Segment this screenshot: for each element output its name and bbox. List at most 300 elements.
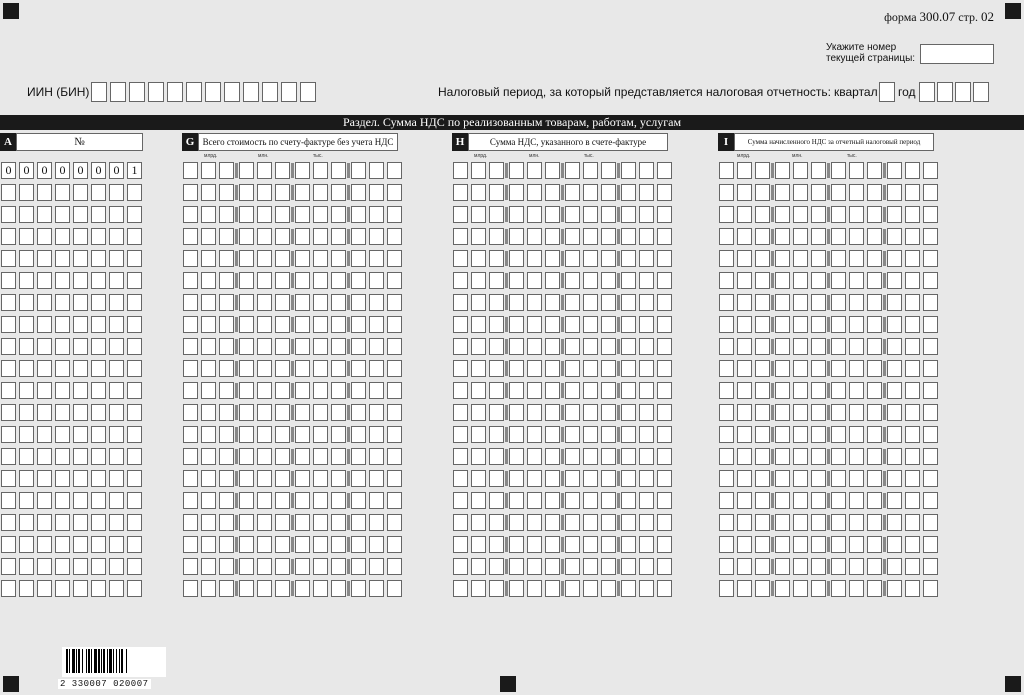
amount-digit-cell[interactable] <box>201 162 216 179</box>
row-number-cell[interactable] <box>1 514 16 531</box>
row-number-cell[interactable] <box>127 470 142 487</box>
amount-digit-cell[interactable] <box>719 272 734 289</box>
amount-digit-cell[interactable] <box>351 536 366 553</box>
amount-digit-cell[interactable] <box>527 536 542 553</box>
amount-digit-cell[interactable] <box>737 294 752 311</box>
amount-digit-cell[interactable] <box>793 162 808 179</box>
amount-digit-cell[interactable] <box>313 162 328 179</box>
amount-digit-cell[interactable] <box>811 184 826 201</box>
amount-digit-cell[interactable] <box>639 404 654 421</box>
row-number-cell[interactable] <box>37 514 52 531</box>
amount-digit-cell[interactable] <box>239 558 254 575</box>
amount-digit-cell[interactable] <box>239 294 254 311</box>
amount-digit-cell[interactable] <box>565 294 580 311</box>
amount-digit-cell[interactable] <box>313 316 328 333</box>
amount-digit-cell[interactable] <box>453 338 468 355</box>
amount-digit-cell[interactable] <box>887 382 902 399</box>
amount-digit-cell[interactable] <box>923 272 938 289</box>
row-number-cell[interactable] <box>1 448 16 465</box>
amount-digit-cell[interactable] <box>793 272 808 289</box>
amount-digit-cell[interactable] <box>489 228 504 245</box>
row-number-cell[interactable] <box>91 558 106 575</box>
amount-digit-cell[interactable] <box>527 492 542 509</box>
amount-digit-cell[interactable] <box>923 558 938 575</box>
amount-digit-cell[interactable] <box>639 382 654 399</box>
amount-digit-cell[interactable] <box>351 316 366 333</box>
amount-digit-cell[interactable] <box>811 426 826 443</box>
row-number-cell[interactable] <box>109 338 124 355</box>
amount-digit-cell[interactable] <box>201 206 216 223</box>
amount-digit-cell[interactable] <box>737 184 752 201</box>
row-number-cell[interactable] <box>109 426 124 443</box>
amount-digit-cell[interactable] <box>621 228 636 245</box>
row-number-cell[interactable] <box>1 228 16 245</box>
amount-digit-cell[interactable] <box>331 536 346 553</box>
amount-digit-cell[interactable] <box>239 448 254 465</box>
amount-digit-cell[interactable] <box>775 250 790 267</box>
amount-digit-cell[interactable] <box>831 470 846 487</box>
amount-digit-cell[interactable] <box>219 514 234 531</box>
amount-digit-cell[interactable] <box>737 492 752 509</box>
amount-digit-cell[interactable] <box>737 470 752 487</box>
amount-digit-cell[interactable] <box>621 580 636 597</box>
row-number-cell[interactable] <box>19 536 34 553</box>
amount-digit-cell[interactable] <box>331 470 346 487</box>
amount-digit-cell[interactable] <box>755 514 770 531</box>
amount-digit-cell[interactable] <box>201 228 216 245</box>
amount-digit-cell[interactable] <box>621 360 636 377</box>
row-number-cell[interactable] <box>91 316 106 333</box>
amount-digit-cell[interactable] <box>489 404 504 421</box>
row-number-cell[interactable]: 0 <box>37 162 52 179</box>
row-number-cell[interactable] <box>19 316 34 333</box>
amount-digit-cell[interactable] <box>849 492 864 509</box>
amount-digit-cell[interactable] <box>719 404 734 421</box>
row-number-cell[interactable] <box>91 184 106 201</box>
amount-digit-cell[interactable] <box>275 470 290 487</box>
amount-digit-cell[interactable] <box>737 448 752 465</box>
row-number-cell[interactable] <box>73 272 88 289</box>
amount-digit-cell[interactable] <box>905 250 920 267</box>
amount-digit-cell[interactable] <box>489 250 504 267</box>
amount-digit-cell[interactable] <box>719 470 734 487</box>
row-number-cell[interactable] <box>91 206 106 223</box>
amount-digit-cell[interactable] <box>545 360 560 377</box>
amount-digit-cell[interactable] <box>183 272 198 289</box>
amount-digit-cell[interactable] <box>755 580 770 597</box>
row-number-cell[interactable] <box>91 536 106 553</box>
amount-digit-cell[interactable] <box>239 382 254 399</box>
row-number-cell[interactable] <box>19 426 34 443</box>
amount-digit-cell[interactable] <box>509 536 524 553</box>
amount-digit-cell[interactable] <box>719 316 734 333</box>
amount-digit-cell[interactable] <box>811 382 826 399</box>
amount-digit-cell[interactable] <box>183 162 198 179</box>
amount-digit-cell[interactable] <box>257 492 272 509</box>
amount-digit-cell[interactable] <box>621 338 636 355</box>
amount-digit-cell[interactable] <box>887 580 902 597</box>
amount-digit-cell[interactable] <box>601 404 616 421</box>
amount-digit-cell[interactable] <box>565 470 580 487</box>
amount-digit-cell[interactable] <box>887 294 902 311</box>
amount-digit-cell[interactable] <box>583 514 598 531</box>
amount-digit-cell[interactable] <box>369 360 384 377</box>
amount-digit-cell[interactable] <box>639 536 654 553</box>
row-number-cell[interactable] <box>91 228 106 245</box>
amount-digit-cell[interactable] <box>849 360 864 377</box>
amount-digit-cell[interactable] <box>275 316 290 333</box>
amount-digit-cell[interactable] <box>527 558 542 575</box>
amount-digit-cell[interactable] <box>183 338 198 355</box>
amount-digit-cell[interactable] <box>509 470 524 487</box>
row-number-cell[interactable] <box>37 272 52 289</box>
amount-digit-cell[interactable] <box>565 558 580 575</box>
amount-digit-cell[interactable] <box>737 228 752 245</box>
amount-digit-cell[interactable] <box>849 338 864 355</box>
amount-digit-cell[interactable] <box>257 536 272 553</box>
amount-digit-cell[interactable] <box>905 492 920 509</box>
amount-digit-cell[interactable] <box>601 382 616 399</box>
amount-digit-cell[interactable] <box>257 558 272 575</box>
amount-digit-cell[interactable] <box>489 184 504 201</box>
amount-digit-cell[interactable] <box>719 206 734 223</box>
amount-digit-cell[interactable] <box>775 536 790 553</box>
amount-digit-cell[interactable] <box>351 492 366 509</box>
amount-digit-cell[interactable] <box>453 228 468 245</box>
amount-digit-cell[interactable] <box>527 580 542 597</box>
amount-digit-cell[interactable] <box>527 294 542 311</box>
row-number-cell[interactable] <box>55 426 70 443</box>
amount-digit-cell[interactable] <box>453 316 468 333</box>
amount-digit-cell[interactable] <box>331 360 346 377</box>
amount-digit-cell[interactable] <box>565 228 580 245</box>
amount-digit-cell[interactable] <box>387 338 402 355</box>
amount-digit-cell[interactable] <box>737 382 752 399</box>
amount-digit-cell[interactable] <box>509 316 524 333</box>
amount-digit-cell[interactable] <box>239 316 254 333</box>
amount-digit-cell[interactable] <box>331 250 346 267</box>
amount-digit-cell[interactable] <box>923 250 938 267</box>
row-number-cell[interactable] <box>1 184 16 201</box>
amount-digit-cell[interactable] <box>811 558 826 575</box>
amount-digit-cell[interactable] <box>239 250 254 267</box>
amount-digit-cell[interactable] <box>755 426 770 443</box>
amount-digit-cell[interactable] <box>849 294 864 311</box>
amount-digit-cell[interactable] <box>905 470 920 487</box>
amount-digit-cell[interactable] <box>387 294 402 311</box>
amount-digit-cell[interactable] <box>583 558 598 575</box>
amount-digit-cell[interactable] <box>811 250 826 267</box>
amount-digit-cell[interactable] <box>239 426 254 443</box>
amount-digit-cell[interactable] <box>201 492 216 509</box>
amount-digit-cell[interactable] <box>831 448 846 465</box>
amount-digit-cell[interactable] <box>489 382 504 399</box>
amount-digit-cell[interactable] <box>527 316 542 333</box>
amount-digit-cell[interactable] <box>239 184 254 201</box>
row-number-cell[interactable] <box>127 580 142 597</box>
amount-digit-cell[interactable] <box>755 492 770 509</box>
amount-digit-cell[interactable] <box>351 184 366 201</box>
amount-digit-cell[interactable] <box>905 536 920 553</box>
amount-digit-cell[interactable] <box>639 558 654 575</box>
amount-digit-cell[interactable] <box>527 514 542 531</box>
amount-digit-cell[interactable] <box>887 162 902 179</box>
amount-digit-cell[interactable] <box>755 250 770 267</box>
amount-digit-cell[interactable] <box>509 228 524 245</box>
row-number-cell[interactable] <box>55 250 70 267</box>
amount-digit-cell[interactable] <box>583 250 598 267</box>
amount-digit-cell[interactable] <box>509 250 524 267</box>
amount-digit-cell[interactable] <box>793 250 808 267</box>
amount-digit-cell[interactable] <box>601 316 616 333</box>
amount-digit-cell[interactable] <box>331 382 346 399</box>
amount-digit-cell[interactable] <box>639 426 654 443</box>
amount-digit-cell[interactable] <box>775 382 790 399</box>
amount-digit-cell[interactable] <box>201 514 216 531</box>
amount-digit-cell[interactable] <box>453 250 468 267</box>
amount-digit-cell[interactable] <box>509 184 524 201</box>
amount-digit-cell[interactable] <box>811 294 826 311</box>
amount-digit-cell[interactable] <box>565 514 580 531</box>
amount-digit-cell[interactable] <box>583 426 598 443</box>
amount-digit-cell[interactable] <box>657 448 672 465</box>
row-number-cell[interactable] <box>19 580 34 597</box>
row-number-cell[interactable] <box>19 448 34 465</box>
amount-digit-cell[interactable] <box>183 580 198 597</box>
amount-digit-cell[interactable] <box>183 426 198 443</box>
amount-digit-cell[interactable] <box>295 470 310 487</box>
row-number-cell[interactable] <box>91 580 106 597</box>
amount-digit-cell[interactable] <box>183 228 198 245</box>
amount-digit-cell[interactable] <box>923 162 938 179</box>
amount-digit-cell[interactable] <box>793 514 808 531</box>
amount-digit-cell[interactable] <box>565 184 580 201</box>
amount-digit-cell[interactable] <box>183 382 198 399</box>
amount-digit-cell[interactable] <box>719 294 734 311</box>
amount-digit-cell[interactable] <box>471 448 486 465</box>
row-number-cell[interactable] <box>127 206 142 223</box>
amount-digit-cell[interactable] <box>923 228 938 245</box>
row-number-cell[interactable] <box>37 228 52 245</box>
amount-digit-cell[interactable] <box>793 360 808 377</box>
amount-digit-cell[interactable] <box>849 580 864 597</box>
amount-digit-cell[interactable] <box>923 382 938 399</box>
row-number-cell[interactable] <box>1 492 16 509</box>
row-number-cell[interactable] <box>1 426 16 443</box>
amount-digit-cell[interactable] <box>811 272 826 289</box>
row-number-cell[interactable] <box>1 558 16 575</box>
amount-digit-cell[interactable] <box>867 316 882 333</box>
amount-digit-cell[interactable] <box>257 580 272 597</box>
amount-digit-cell[interactable] <box>387 206 402 223</box>
amount-digit-cell[interactable] <box>527 470 542 487</box>
row-number-cell[interactable] <box>19 360 34 377</box>
amount-digit-cell[interactable] <box>737 338 752 355</box>
amount-digit-cell[interactable] <box>583 272 598 289</box>
amount-digit-cell[interactable] <box>905 580 920 597</box>
row-number-cell[interactable] <box>91 360 106 377</box>
year-digit-cell[interactable] <box>919 82 935 102</box>
amount-digit-cell[interactable] <box>239 228 254 245</box>
row-number-cell[interactable] <box>55 338 70 355</box>
amount-digit-cell[interactable] <box>923 206 938 223</box>
amount-digit-cell[interactable] <box>583 338 598 355</box>
amount-digit-cell[interactable] <box>295 514 310 531</box>
amount-digit-cell[interactable] <box>453 162 468 179</box>
amount-digit-cell[interactable] <box>849 316 864 333</box>
row-number-cell[interactable] <box>73 228 88 245</box>
amount-digit-cell[interactable] <box>905 294 920 311</box>
amount-digit-cell[interactable] <box>565 382 580 399</box>
amount-digit-cell[interactable] <box>453 382 468 399</box>
amount-digit-cell[interactable] <box>583 536 598 553</box>
amount-digit-cell[interactable] <box>639 470 654 487</box>
amount-digit-cell[interactable] <box>849 184 864 201</box>
amount-digit-cell[interactable] <box>793 294 808 311</box>
amount-digit-cell[interactable] <box>831 294 846 311</box>
amount-digit-cell[interactable] <box>755 184 770 201</box>
amount-digit-cell[interactable] <box>387 492 402 509</box>
amount-digit-cell[interactable] <box>331 514 346 531</box>
amount-digit-cell[interactable] <box>275 250 290 267</box>
amount-digit-cell[interactable] <box>831 404 846 421</box>
row-number-cell[interactable] <box>37 404 52 421</box>
amount-digit-cell[interactable] <box>351 272 366 289</box>
amount-digit-cell[interactable] <box>257 514 272 531</box>
amount-digit-cell[interactable] <box>601 514 616 531</box>
row-number-cell[interactable] <box>55 294 70 311</box>
amount-digit-cell[interactable] <box>831 514 846 531</box>
amount-digit-cell[interactable] <box>775 294 790 311</box>
amount-digit-cell[interactable] <box>849 404 864 421</box>
row-number-cell[interactable] <box>109 492 124 509</box>
amount-digit-cell[interactable] <box>775 316 790 333</box>
amount-digit-cell[interactable] <box>867 536 882 553</box>
amount-digit-cell[interactable] <box>509 492 524 509</box>
amount-digit-cell[interactable] <box>351 162 366 179</box>
amount-digit-cell[interactable] <box>387 382 402 399</box>
row-number-cell[interactable] <box>55 382 70 399</box>
amount-digit-cell[interactable] <box>387 514 402 531</box>
amount-digit-cell[interactable] <box>793 470 808 487</box>
amount-digit-cell[interactable] <box>775 338 790 355</box>
amount-digit-cell[interactable] <box>811 360 826 377</box>
amount-digit-cell[interactable] <box>737 404 752 421</box>
amount-digit-cell[interactable] <box>719 426 734 443</box>
amount-digit-cell[interactable] <box>257 228 272 245</box>
amount-digit-cell[interactable] <box>313 294 328 311</box>
amount-digit-cell[interactable] <box>489 294 504 311</box>
amount-digit-cell[interactable] <box>755 272 770 289</box>
row-number-cell[interactable] <box>109 272 124 289</box>
amount-digit-cell[interactable] <box>867 272 882 289</box>
amount-digit-cell[interactable] <box>831 338 846 355</box>
amount-digit-cell[interactable] <box>471 580 486 597</box>
amount-digit-cell[interactable] <box>331 162 346 179</box>
amount-digit-cell[interactable] <box>275 558 290 575</box>
amount-digit-cell[interactable] <box>583 580 598 597</box>
amount-digit-cell[interactable] <box>601 338 616 355</box>
amount-digit-cell[interactable] <box>923 470 938 487</box>
amount-digit-cell[interactable] <box>755 316 770 333</box>
amount-digit-cell[interactable] <box>639 448 654 465</box>
amount-digit-cell[interactable] <box>601 272 616 289</box>
row-number-cell[interactable] <box>73 206 88 223</box>
amount-digit-cell[interactable] <box>867 558 882 575</box>
amount-digit-cell[interactable] <box>755 294 770 311</box>
amount-digit-cell[interactable] <box>545 184 560 201</box>
row-number-cell[interactable] <box>91 470 106 487</box>
amount-digit-cell[interactable] <box>905 316 920 333</box>
amount-digit-cell[interactable] <box>719 558 734 575</box>
amount-digit-cell[interactable] <box>527 250 542 267</box>
amount-digit-cell[interactable] <box>887 448 902 465</box>
row-number-cell[interactable] <box>109 184 124 201</box>
row-number-cell[interactable] <box>127 360 142 377</box>
amount-digit-cell[interactable] <box>351 558 366 575</box>
row-number-cell[interactable] <box>19 492 34 509</box>
amount-digit-cell[interactable] <box>183 250 198 267</box>
amount-digit-cell[interactable] <box>755 448 770 465</box>
amount-digit-cell[interactable] <box>887 404 902 421</box>
amount-digit-cell[interactable] <box>257 360 272 377</box>
amount-digit-cell[interactable] <box>831 316 846 333</box>
amount-digit-cell[interactable] <box>313 558 328 575</box>
amount-digit-cell[interactable] <box>755 206 770 223</box>
amount-digit-cell[interactable] <box>639 184 654 201</box>
amount-digit-cell[interactable] <box>545 404 560 421</box>
amount-digit-cell[interactable] <box>887 250 902 267</box>
amount-digit-cell[interactable] <box>719 228 734 245</box>
row-number-cell[interactable] <box>73 558 88 575</box>
row-number-cell[interactable] <box>1 316 16 333</box>
row-number-cell[interactable] <box>55 470 70 487</box>
amount-digit-cell[interactable] <box>369 404 384 421</box>
amount-digit-cell[interactable] <box>387 162 402 179</box>
amount-digit-cell[interactable] <box>545 338 560 355</box>
amount-digit-cell[interactable] <box>583 316 598 333</box>
amount-digit-cell[interactable] <box>509 360 524 377</box>
amount-digit-cell[interactable] <box>219 294 234 311</box>
amount-digit-cell[interactable] <box>583 206 598 223</box>
amount-digit-cell[interactable] <box>313 492 328 509</box>
amount-digit-cell[interactable] <box>831 536 846 553</box>
amount-digit-cell[interactable] <box>905 338 920 355</box>
amount-digit-cell[interactable] <box>313 404 328 421</box>
amount-digit-cell[interactable] <box>257 250 272 267</box>
amount-digit-cell[interactable] <box>295 426 310 443</box>
amount-digit-cell[interactable] <box>831 382 846 399</box>
row-number-cell[interactable] <box>1 470 16 487</box>
amount-digit-cell[interactable] <box>509 558 524 575</box>
amount-digit-cell[interactable] <box>565 360 580 377</box>
row-number-cell[interactable] <box>37 294 52 311</box>
amount-digit-cell[interactable] <box>257 382 272 399</box>
row-number-cell[interactable] <box>73 250 88 267</box>
amount-digit-cell[interactable] <box>621 250 636 267</box>
amount-digit-cell[interactable] <box>275 580 290 597</box>
amount-digit-cell[interactable] <box>489 426 504 443</box>
amount-digit-cell[interactable] <box>719 514 734 531</box>
amount-digit-cell[interactable] <box>621 162 636 179</box>
amount-digit-cell[interactable] <box>621 448 636 465</box>
amount-digit-cell[interactable] <box>489 558 504 575</box>
amount-digit-cell[interactable] <box>183 360 198 377</box>
amount-digit-cell[interactable] <box>295 558 310 575</box>
amount-digit-cell[interactable] <box>601 228 616 245</box>
amount-digit-cell[interactable] <box>583 360 598 377</box>
row-number-cell[interactable] <box>37 206 52 223</box>
